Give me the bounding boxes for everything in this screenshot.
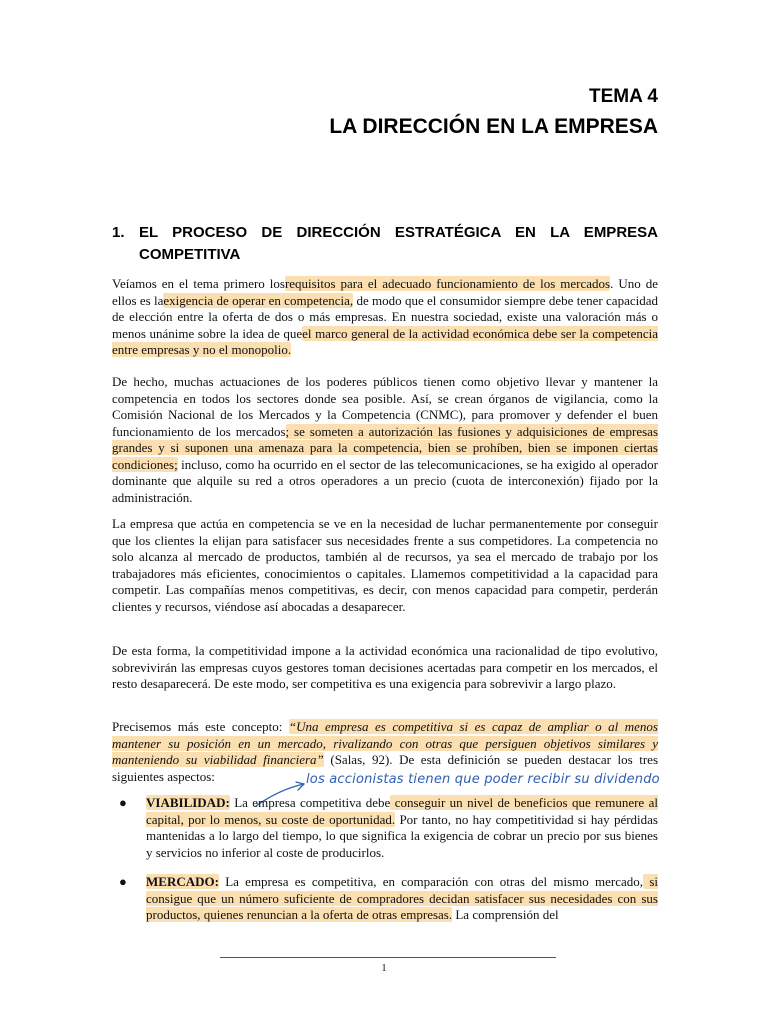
p1-text-a: Veíamos en el tema primero los [112, 276, 285, 291]
chapter-label: TEMA 4 [589, 86, 658, 107]
p1-highlight-2: exigencia de operar en competencia, [163, 292, 354, 308]
bullet-icon: ● [119, 795, 127, 810]
section-number: 1. [112, 224, 125, 241]
aspects-list [112, 795, 658, 937]
p2-text-a: De hecho, muchas actuaciones de los poderes públicos tienen como objetivo llevar y mantener la competencia en todos los sectores donde sea posible. Así, se crean órganos de vigilancia, como la Comisión Nacional de los Mercados y la Competencia (CNMC), para promover y defender el buen funcionamiento de los mercados [112, 374, 658, 439]
footer-divider [220, 957, 556, 958]
p3-text: La empresa que actúa en competencia se ve en la necesidad de luchar permanentemente por conseguir que los clientes la elijan para satisfacer sus necesidades frente a sus competidores. La competencia no solo alcanza al mercado de productos, también al de recursos, ya sea el mercado de trabajo por los trabajadores más eficientes, conocimientos o capitales. Llamemos competitividad a la capacidad para competir. Las compañías menos competitivas, es decir, con menos capacidad para competir, perderán clientes y recursos, viéndose así abocadas a desaparecer. [112, 516, 658, 614]
paragraph-4 [112, 643, 658, 693]
p1-text-c: . Uno de ellos es la [112, 276, 658, 308]
paragraph-3 [112, 516, 658, 615]
p4-text: De esta forma, la competitividad impone a la actividad económica una racionalidad de tipo evolutivo, sobrevivirán las empresas cuyos gestores toman decisiones acertadas para competir en los mercados, el resto desaparecerá. De este modo, ser competitiva es una exigencia para sobrevivir a largo plazo. [112, 643, 658, 691]
p5-text-c: (Salas, 92). De esta definición se pueden destacar los tres siguientes aspectos: [112, 752, 658, 784]
p1-highlight-3: el marco general de la actividad económica debe ser la competencia entre empresas y no el monopolio. [112, 325, 658, 357]
chapter-title: LA DIRECCIÓN EN LA EMPRESA [329, 115, 658, 138]
bullet-text-a: La empresa es competitiva, en comparación con otras del mismo mercado, [218, 874, 644, 889]
p1-highlight-1: requisitos para el adecuado funcionamiento de los mercados [284, 276, 611, 291]
bullet-text-a: La empresa competitiva debe [229, 795, 391, 810]
paragraph-1 [112, 276, 658, 359]
handwritten-annotation: los accionistas tienen que poder recibir su dividendo [306, 772, 660, 787]
list-item-viabilidad [112, 795, 658, 861]
p2-highlight: ; se someten a autorización las fusiones y adquisiciones de empresas grandes y si suponen una amenaza para la competencia, bien se prohíben, bien se imponen ciertas condiciones; [112, 423, 659, 472]
page-number: 1 [381, 962, 387, 974]
section-title: EL PROCESO DE DIRECCIÓN ESTRATÉGICA EN LA EMPRESA COMPETITIVA [139, 224, 658, 263]
list-item-mercado [112, 874, 658, 924]
bullet-highlight: conseguir un nivel de beneficios que remunere al capital, por lo menos, su coste de oportunidad. [146, 795, 658, 827]
bullet-icon: ● [119, 874, 127, 889]
section-heading [112, 222, 658, 266]
p5-text-a: Precisemos más este concepto: [112, 719, 289, 734]
p2-text-c: incluso, como ha ocurrido en el sector de las telecomunicaciones, se ha exigido al operador dominante que alquile su red a otros operadores a un precio (cuota de interconexión) fijado por la administración. [112, 456, 658, 505]
bullet-text-c: Por tanto, no hay competitividad si hay pérdidas mantenidas a lo largo del tiempo, lo que significa la exigencia de cobrar un precio por sus bienes y servicios no inferior al coste de producirlos. [146, 811, 658, 860]
bullet-text-c: La comprensión del [452, 907, 559, 922]
bullet-highlight: si consigue que un número suficiente de compradores decidan satisfacer sus necesidades con sus productos, quienes renuncian a la oferta de otras empresas. [146, 874, 658, 922]
p5-quote-highlight: “Una empresa es competitiva si es capaz de ampliar o al menos mantener su posición en un mercado, rivalizando con otras que persiguen objetivos similares y manteniendo su viabilidad financiera” [112, 719, 658, 767]
bullet-label: VIABILIDAD: [146, 795, 230, 810]
bullet-label: MERCADO: [146, 874, 219, 889]
paragraph-2 [112, 374, 658, 506]
p1-text-e: de modo que el consumidor siempre debe tener capacidad de elección entre la oferta de dos o más empresas. En nuestra sociedad, existe una valoración más o menos unánime sobre la idea de que [112, 292, 658, 341]
